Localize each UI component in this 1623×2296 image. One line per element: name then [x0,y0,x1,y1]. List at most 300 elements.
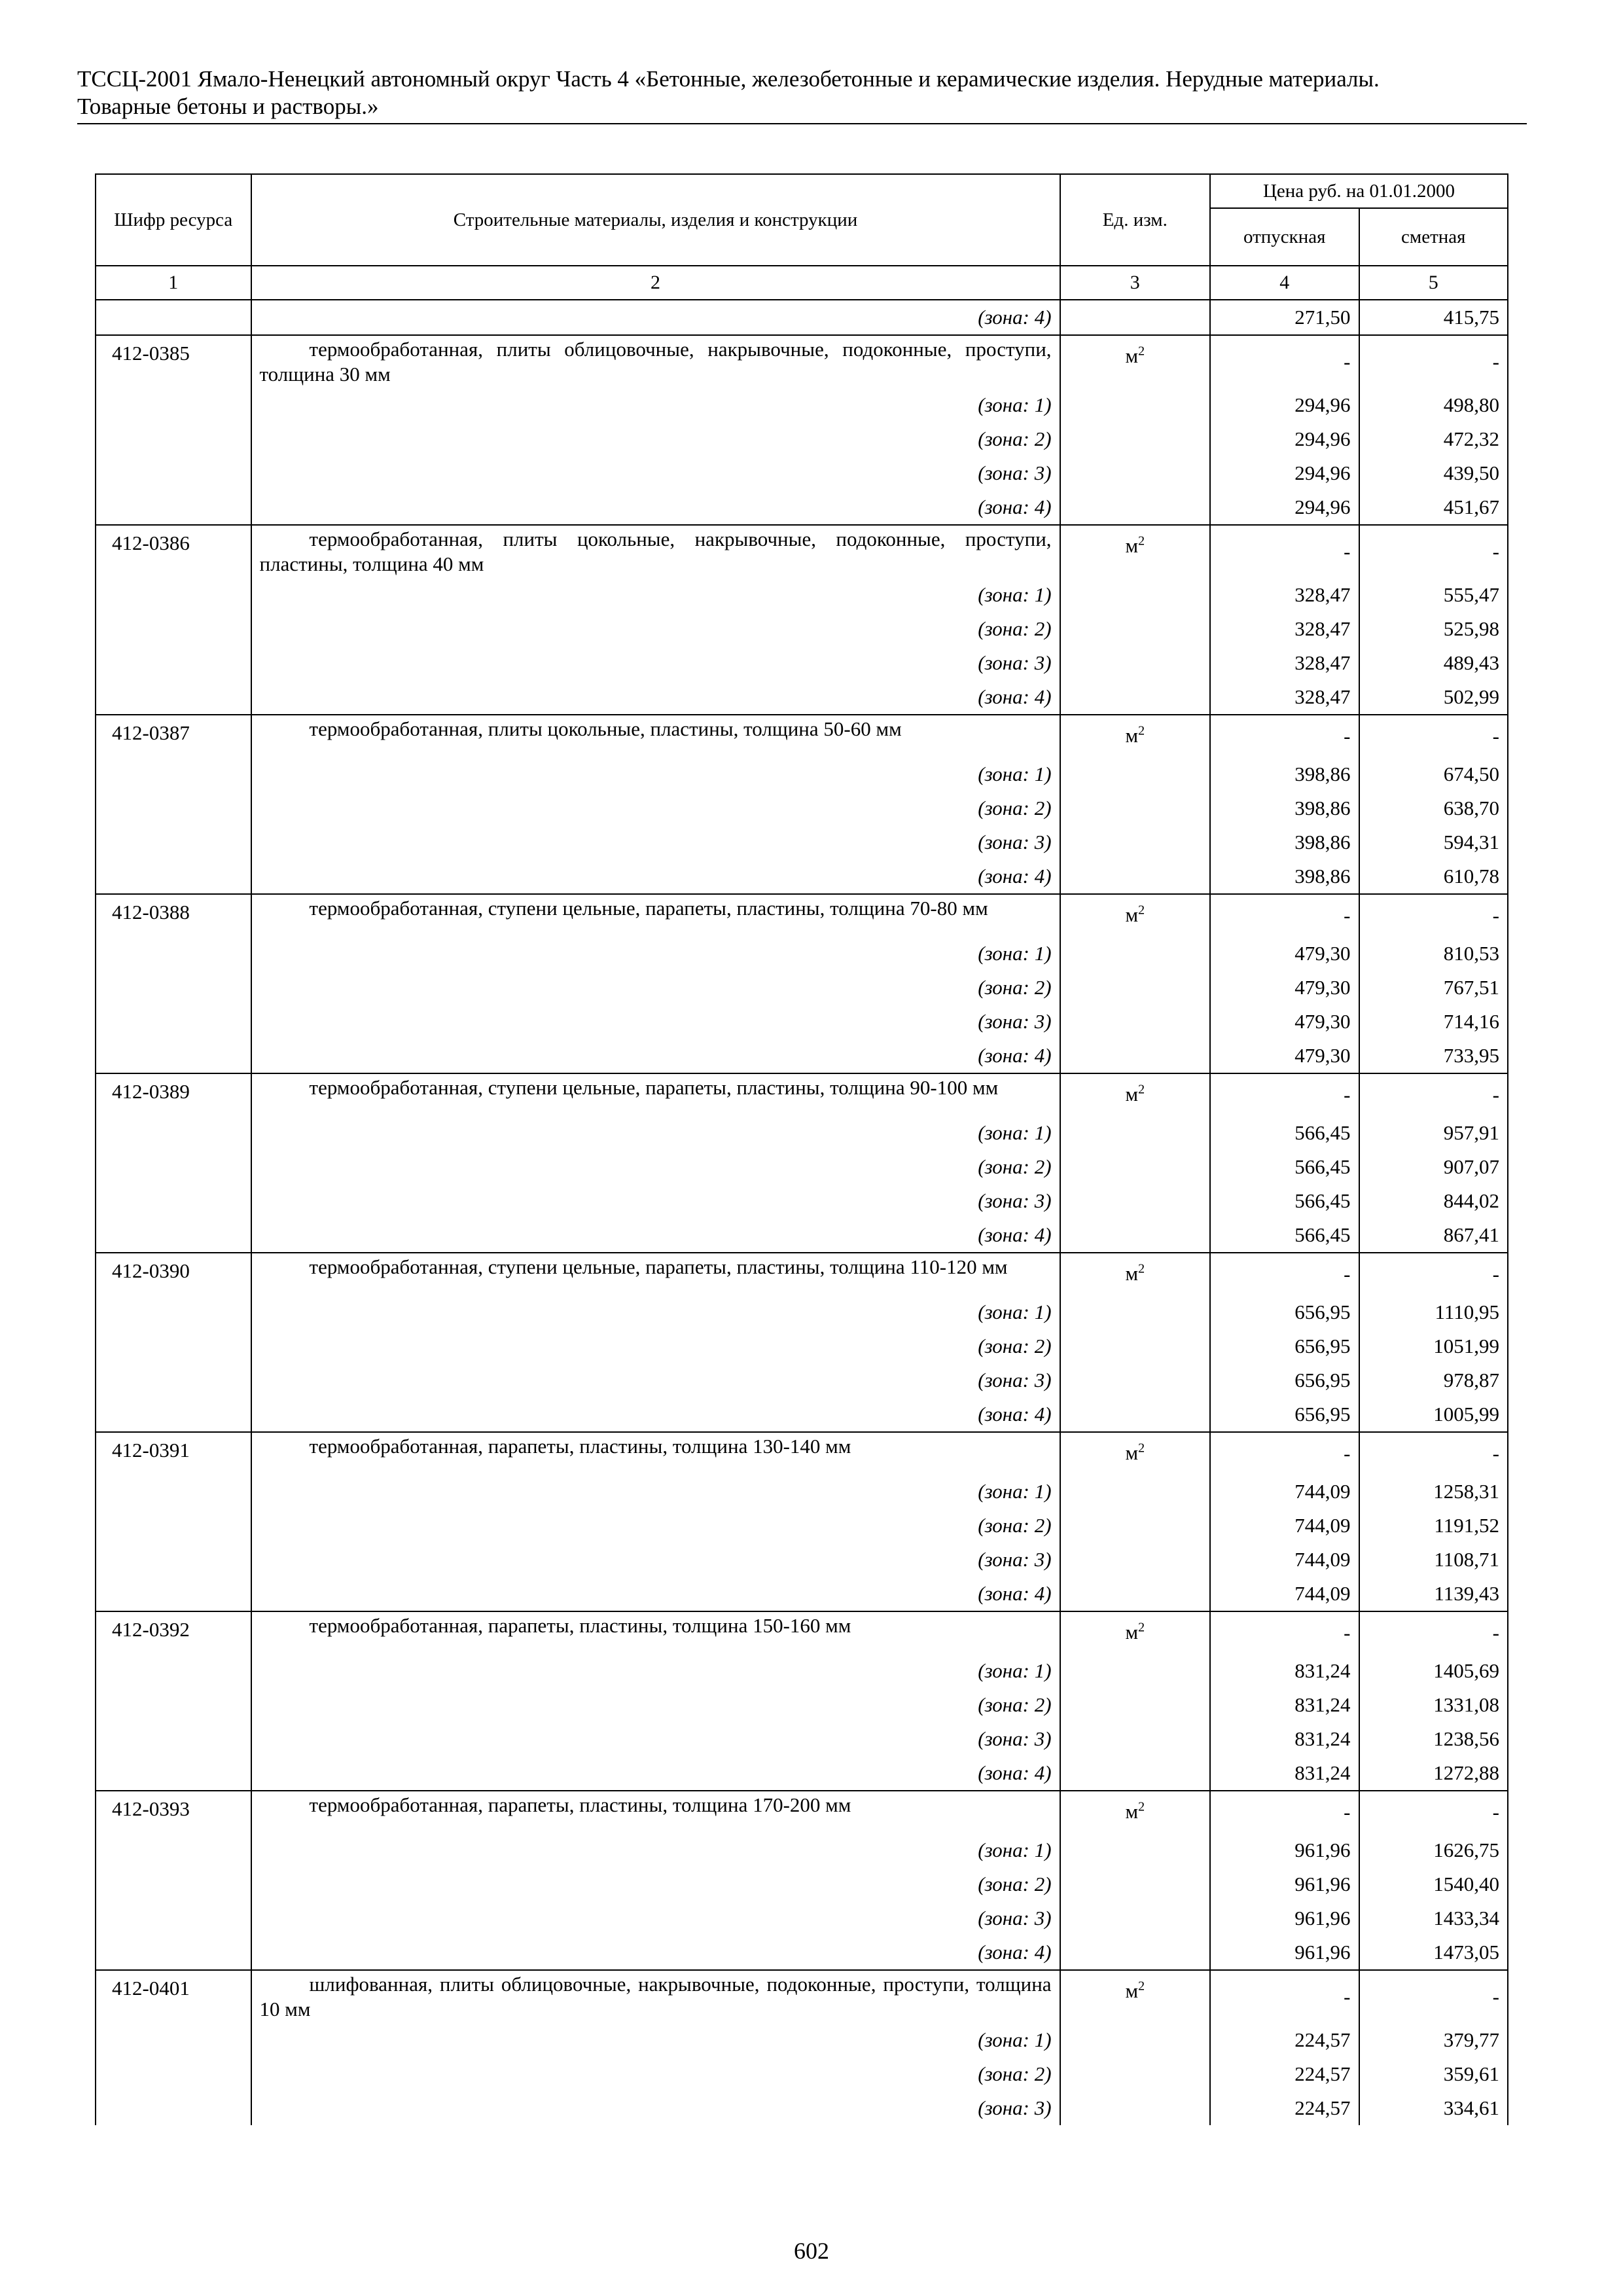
estimate-price: - [1359,1611,1508,1654]
zone-label: (зона: 3) [251,2091,1060,2125]
zone-code-cell [96,1867,251,1901]
zone-row [96,1543,1508,1577]
page-header [77,65,1527,124]
zone-unit-cell [1060,1688,1210,1722]
release-price: - [1210,894,1359,937]
release-price: 224,57 [1210,2057,1359,2091]
estimate-price: 1331,08 [1359,1688,1508,1722]
estimate-price: 978,87 [1359,1363,1508,1397]
zone-code-cell [96,680,251,715]
estimate-price: - [1359,1970,1508,2023]
material-description-text: термообработанная, парапеты, пластины, толщина 150-160 мм [309,1614,851,1637]
zone-row [96,1509,1508,1543]
unit-exponent: 2 [1138,1441,1145,1456]
estimate-price: 767,51 [1359,971,1508,1005]
col-name-header: Строительные материалы, изделия и конструкции [251,174,1060,266]
zone-code-cell [96,1543,251,1577]
resource-code: 412-0385 [96,335,251,388]
zone-unit-cell [1060,791,1210,825]
estimate-price: 1139,43 [1359,1577,1508,1611]
carry-code-cell [96,300,251,335]
zone-code-cell [96,1935,251,1970]
unit-exponent: 2 [1138,1261,1145,1276]
material-description-text: шлифованная, плиты облицовочные, накрывочные, подоконные, проступи, толщина 10 мм [259,1973,1052,2020]
carry-release-price: 271,50 [1210,300,1359,335]
unit-of-measure [1060,1073,1210,1116]
zone-unit-cell [1060,1363,1210,1397]
unit-exponent: 2 [1138,1799,1145,1814]
resource-code: 412-0401 [96,1970,251,2023]
material-description-text: термообработанная, парапеты, пластины, толщина 170-200 мм [309,1793,851,1816]
release-price: 294,96 [1210,388,1359,422]
unit-of-measure [1060,335,1210,388]
zone-code-cell [96,1363,251,1397]
estimate-price: 451,67 [1359,490,1508,525]
zone-code-cell [96,2091,251,2125]
col-release-header: отпускная [1210,208,1359,266]
release-price: 656,95 [1210,1295,1359,1329]
estimate-price: 1626,75 [1359,1833,1508,1867]
estimate-price: 810,53 [1359,937,1508,971]
estimate-price: 1191,52 [1359,1509,1508,1543]
zone-code-cell [96,757,251,791]
zone-code-cell [96,456,251,490]
zone-row [96,2057,1508,2091]
release-price: 294,96 [1210,422,1359,456]
resource-code: 412-0389 [96,1073,251,1116]
zone-code-cell [96,2057,251,2091]
zone-row [96,2091,1508,2125]
unit-of-measure [1060,1970,1210,2023]
release-price: 831,24 [1210,1688,1359,1722]
unit-of-measure [1060,525,1210,578]
estimate-price: - [1359,335,1508,388]
release-price: - [1210,335,1359,388]
zone-row [96,825,1508,859]
zone-code-cell [96,937,251,971]
release-price: 294,96 [1210,456,1359,490]
material-description-text: термообработанная, ступени цельные, парапеты, пластины, толщина 90-100 мм [309,1076,999,1099]
col-number-3: 3 [1060,266,1210,300]
material-description-text: термообработанная, плиты цокольные, накрывочные, подоконные, проступи, пластины, толщина 40 мм [259,528,1052,575]
zone-unit-cell [1060,1295,1210,1329]
zone-unit-cell [1060,1722,1210,1756]
col-estimate-header: сметная [1359,208,1508,266]
zone-code-cell [96,490,251,525]
col-number-1: 1 [96,266,251,300]
zone-unit-cell [1060,612,1210,646]
zone-label: (зона: 3) [251,1363,1060,1397]
zone-unit-cell [1060,1901,1210,1935]
estimate-price: 1540,40 [1359,1867,1508,1901]
material-description [251,894,1060,937]
estimate-price: 498,80 [1359,388,1508,422]
zone-code-cell [96,825,251,859]
material-description [251,335,1060,388]
estimate-price: 502,99 [1359,680,1508,715]
zone-label: (зона: 2) [251,1867,1060,1901]
zone-row [96,1184,1508,1218]
col-unit-header: Ед. изм. [1060,174,1210,266]
zone-row [96,1039,1508,1073]
release-price: 744,09 [1210,1543,1359,1577]
table-row [96,525,1508,578]
table-body [96,300,1508,2125]
table-row [96,1253,1508,1295]
unit-exponent: 2 [1138,1979,1145,1994]
zone-row [96,388,1508,422]
unit-exponent: 2 [1138,903,1145,918]
estimate-price: 555,47 [1359,578,1508,612]
zone-code-cell [96,1218,251,1253]
zone-label: (зона: 2) [251,1150,1060,1184]
zone-code-cell [96,1150,251,1184]
material-description [251,1791,1060,1833]
unit-exponent: 2 [1138,533,1145,548]
carry-zone: (зона: 4) [251,300,1060,335]
unit-base: м [1125,1262,1139,1285]
material-description [251,715,1060,757]
zone-code-cell [96,1039,251,1073]
zone-unit-cell [1060,1756,1210,1791]
material-description [251,525,1060,578]
estimate-price: 489,43 [1359,646,1508,680]
zone-code-cell [96,859,251,894]
material-description-text: термообработанная, ступени цельные, парапеты, пластины, толщина 70-80 мм [309,897,988,920]
material-description-text: термообработанная, плиты цокольные, пластины, толщина 50-60 мм [309,717,902,740]
zone-unit-cell [1060,1184,1210,1218]
zone-label: (зона: 2) [251,612,1060,646]
resource-code: 412-0387 [96,715,251,757]
estimate-price: 867,41 [1359,1218,1508,1253]
zone-unit-cell [1060,1577,1210,1611]
release-price: 744,09 [1210,1475,1359,1509]
zone-row [96,1577,1508,1611]
release-price: 328,47 [1210,646,1359,680]
zone-code-cell [96,971,251,1005]
zone-unit-cell [1060,1397,1210,1432]
zone-row [96,1722,1508,1756]
unit-base: м [1125,1441,1139,1464]
zone-label: (зона: 2) [251,971,1060,1005]
estimate-price: 1272,88 [1359,1756,1508,1791]
release-price: 398,86 [1210,825,1359,859]
zone-row [96,490,1508,525]
estimate-price: 439,50 [1359,456,1508,490]
resource-code: 412-0392 [96,1611,251,1654]
zone-code-cell [96,1005,251,1039]
unit-exponent: 2 [1138,344,1145,359]
zone-unit-cell [1060,2023,1210,2057]
zone-row [96,937,1508,971]
release-price: 961,96 [1210,1935,1359,1970]
zone-label: (зона: 2) [251,1509,1060,1543]
estimate-price: - [1359,1791,1508,1833]
table-row [96,894,1508,937]
release-price: 831,24 [1210,1722,1359,1756]
zone-label: (зона: 4) [251,1397,1060,1432]
zone-unit-cell [1060,1150,1210,1184]
zone-label: (зона: 1) [251,388,1060,422]
unit-base: м [1125,1083,1139,1105]
zone-unit-cell [1060,456,1210,490]
unit-base: м [1125,724,1139,747]
release-price: 479,30 [1210,1005,1359,1039]
zone-label: (зона: 4) [251,680,1060,715]
zone-code-cell [96,1901,251,1935]
estimate-price: 1238,56 [1359,1722,1508,1756]
release-price: 398,86 [1210,859,1359,894]
unit-of-measure [1060,1791,1210,1833]
release-price: 566,45 [1210,1150,1359,1184]
resource-code: 412-0393 [96,1791,251,1833]
release-price: - [1210,1432,1359,1475]
release-price: 961,96 [1210,1833,1359,1867]
zone-unit-cell [1060,1935,1210,1970]
release-price: - [1210,1611,1359,1654]
zone-label: (зона: 4) [251,1039,1060,1073]
table-row [96,1432,1508,1475]
zone-row [96,578,1508,612]
zone-row [96,1150,1508,1184]
zone-unit-cell [1060,388,1210,422]
estimate-price: 674,50 [1359,757,1508,791]
zone-code-cell [96,1184,251,1218]
col-number-2: 2 [251,266,1060,300]
zone-label: (зона: 4) [251,859,1060,894]
zone-label: (зона: 4) [251,1756,1060,1791]
unit-of-measure [1060,894,1210,937]
zone-label: (зона: 1) [251,1475,1060,1509]
zone-code-cell [96,1475,251,1509]
zone-unit-cell [1060,1116,1210,1150]
release-price: 398,86 [1210,791,1359,825]
zone-label: (зона: 1) [251,1833,1060,1867]
zone-label: (зона: 2) [251,1329,1060,1363]
zone-row [96,1218,1508,1253]
material-description-text: термообработанная, ступени цельные, парапеты, пластины, толщина 110-120 мм [309,1255,1008,1278]
zone-row [96,1329,1508,1363]
zone-code-cell [96,1722,251,1756]
zone-row [96,456,1508,490]
col-number-4: 4 [1210,266,1359,300]
price-table [95,173,1508,2125]
zone-row [96,1756,1508,1791]
estimate-price: 1258,31 [1359,1475,1508,1509]
zone-unit-cell [1060,1543,1210,1577]
zone-row [96,1475,1508,1509]
estimate-price: 957,91 [1359,1116,1508,1150]
zone-code-cell [96,1654,251,1688]
estimate-price: 472,32 [1359,422,1508,456]
col-number-5: 5 [1359,266,1508,300]
release-price: 294,96 [1210,490,1359,525]
table-row [96,1073,1508,1116]
zone-code-cell [96,791,251,825]
release-price: 328,47 [1210,612,1359,646]
zone-label: (зона: 1) [251,1295,1060,1329]
zone-label: (зона: 3) [251,1005,1060,1039]
zone-code-cell [96,1295,251,1329]
release-price: 328,47 [1210,578,1359,612]
estimate-price: 334,61 [1359,2091,1508,2125]
estimate-price: 1051,99 [1359,1329,1508,1363]
zone-code-cell [96,1116,251,1150]
zone-label: (зона: 3) [251,1901,1060,1935]
col-price-header: Цена руб. на 01.01.2000 [1210,174,1508,208]
unit-exponent: 2 [1138,1082,1145,1097]
release-price: 398,86 [1210,757,1359,791]
zone-code-cell [96,1329,251,1363]
zone-code-cell [96,1509,251,1543]
estimate-price: 907,07 [1359,1150,1508,1184]
zone-label: (зона: 2) [251,791,1060,825]
zone-label: (зона: 3) [251,1184,1060,1218]
zone-code-cell [96,1688,251,1722]
release-price: - [1210,1253,1359,1295]
release-price: 224,57 [1210,2023,1359,2057]
zone-unit-cell [1060,680,1210,715]
zone-unit-cell [1060,937,1210,971]
zone-unit-cell [1060,825,1210,859]
resource-code: 412-0390 [96,1253,251,1295]
zone-label: (зона: 1) [251,757,1060,791]
material-description-text: термообработанная, плиты облицовочные, накрывочные, подоконные, проступи, толщина 30 мм [259,338,1052,386]
header-line-1: ТССЦ-2001 Ямало-Ненецкий автономный округ Часть 4 «Бетонные, железобетонные и керамические изделия. Нерудные материалы. [77,66,1380,92]
estimate-price: 733,95 [1359,1039,1508,1073]
zone-label: (зона: 3) [251,1722,1060,1756]
zone-code-cell [96,646,251,680]
estimate-price: - [1359,525,1508,578]
estimate-price: - [1359,1432,1508,1475]
unit-base: м [1125,1621,1139,1643]
zone-unit-cell [1060,2091,1210,2125]
zone-code-cell [96,1397,251,1432]
header-line-2: Товарные бетоны и растворы.» [77,94,379,119]
zone-row [96,791,1508,825]
material-description [251,1432,1060,1475]
zone-unit-cell [1060,1833,1210,1867]
zone-row [96,1935,1508,1970]
zone-label: (зона: 1) [251,1654,1060,1688]
zone-unit-cell [1060,578,1210,612]
unit-of-measure [1060,1611,1210,1654]
estimate-price: 1108,71 [1359,1543,1508,1577]
estimate-price: 359,61 [1359,2057,1508,2091]
col-code-header: Шифр ресурса [96,174,251,266]
zone-unit-cell [1060,1329,1210,1363]
unit-of-measure [1060,715,1210,757]
release-price: 479,30 [1210,971,1359,1005]
release-price: 744,09 [1210,1509,1359,1543]
zone-label: (зона: 3) [251,646,1060,680]
zone-code-cell [96,1833,251,1867]
zone-unit-cell [1060,1039,1210,1073]
release-price: - [1210,715,1359,757]
zone-row [96,1654,1508,1688]
zone-unit-cell [1060,757,1210,791]
zone-label: (зона: 3) [251,1543,1060,1577]
zone-label: (зона: 1) [251,1116,1060,1150]
estimate-price: 1473,05 [1359,1935,1508,1970]
zone-row [96,680,1508,715]
zone-unit-cell [1060,1867,1210,1901]
release-price: 961,96 [1210,1901,1359,1935]
material-description [251,1073,1060,1116]
zone-label: (зона: 2) [251,2057,1060,2091]
unit-base: м [1125,344,1139,367]
carry-estimate-price: 415,75 [1359,300,1508,335]
unit-base: м [1125,534,1139,557]
estimate-price: 1405,69 [1359,1654,1508,1688]
unit-exponent: 2 [1138,1620,1145,1635]
zone-unit-cell [1060,646,1210,680]
unit-exponent: 2 [1138,723,1145,738]
zone-row [96,757,1508,791]
zone-unit-cell [1060,490,1210,525]
estimate-price: 594,31 [1359,825,1508,859]
zone-row [96,1116,1508,1150]
material-description [251,1970,1060,2023]
table-row [96,1791,1508,1833]
zone-row [96,1688,1508,1722]
zone-row [96,2023,1508,2057]
zone-label: (зона: 2) [251,1688,1060,1722]
release-price: 961,96 [1210,1867,1359,1901]
release-price: 656,95 [1210,1397,1359,1432]
zone-row [96,1833,1508,1867]
estimate-price: 525,98 [1359,612,1508,646]
zone-label: (зона: 4) [251,1935,1060,1970]
resource-code: 412-0386 [96,525,251,578]
unit-base: м [1125,903,1139,926]
zone-row [96,1397,1508,1432]
release-price: - [1210,1970,1359,2023]
release-price: 566,45 [1210,1218,1359,1253]
zone-unit-cell [1060,1654,1210,1688]
zone-code-cell [96,388,251,422]
zone-unit-cell [1060,422,1210,456]
estimate-price: - [1359,715,1508,757]
resource-code: 412-0388 [96,894,251,937]
estimate-price: 1005,99 [1359,1397,1508,1432]
zone-label: (зона: 4) [251,1218,1060,1253]
zone-code-cell [96,422,251,456]
estimate-price: - [1359,1073,1508,1116]
estimate-price: 638,70 [1359,791,1508,825]
release-price: 328,47 [1210,680,1359,715]
material-description-text: термообработанная, парапеты, пластины, толщина 130-140 мм [309,1435,851,1458]
estimate-price: 714,16 [1359,1005,1508,1039]
estimate-price: - [1359,1253,1508,1295]
zone-label: (зона: 1) [251,937,1060,971]
zone-code-cell [96,2023,251,2057]
release-price: 656,95 [1210,1329,1359,1363]
release-price: - [1210,1073,1359,1116]
release-price: 224,57 [1210,2091,1359,2125]
unit-base: м [1125,1800,1139,1823]
release-price: 831,24 [1210,1756,1359,1791]
zone-row [96,646,1508,680]
zone-row [96,1867,1508,1901]
release-price: - [1210,525,1359,578]
zone-row [96,1295,1508,1329]
estimate-price: 1110,95 [1359,1295,1508,1329]
zone-label: (зона: 1) [251,2023,1060,2057]
zone-row [96,422,1508,456]
unit-base: м [1125,1979,1139,2002]
zone-unit-cell [1060,2057,1210,2091]
